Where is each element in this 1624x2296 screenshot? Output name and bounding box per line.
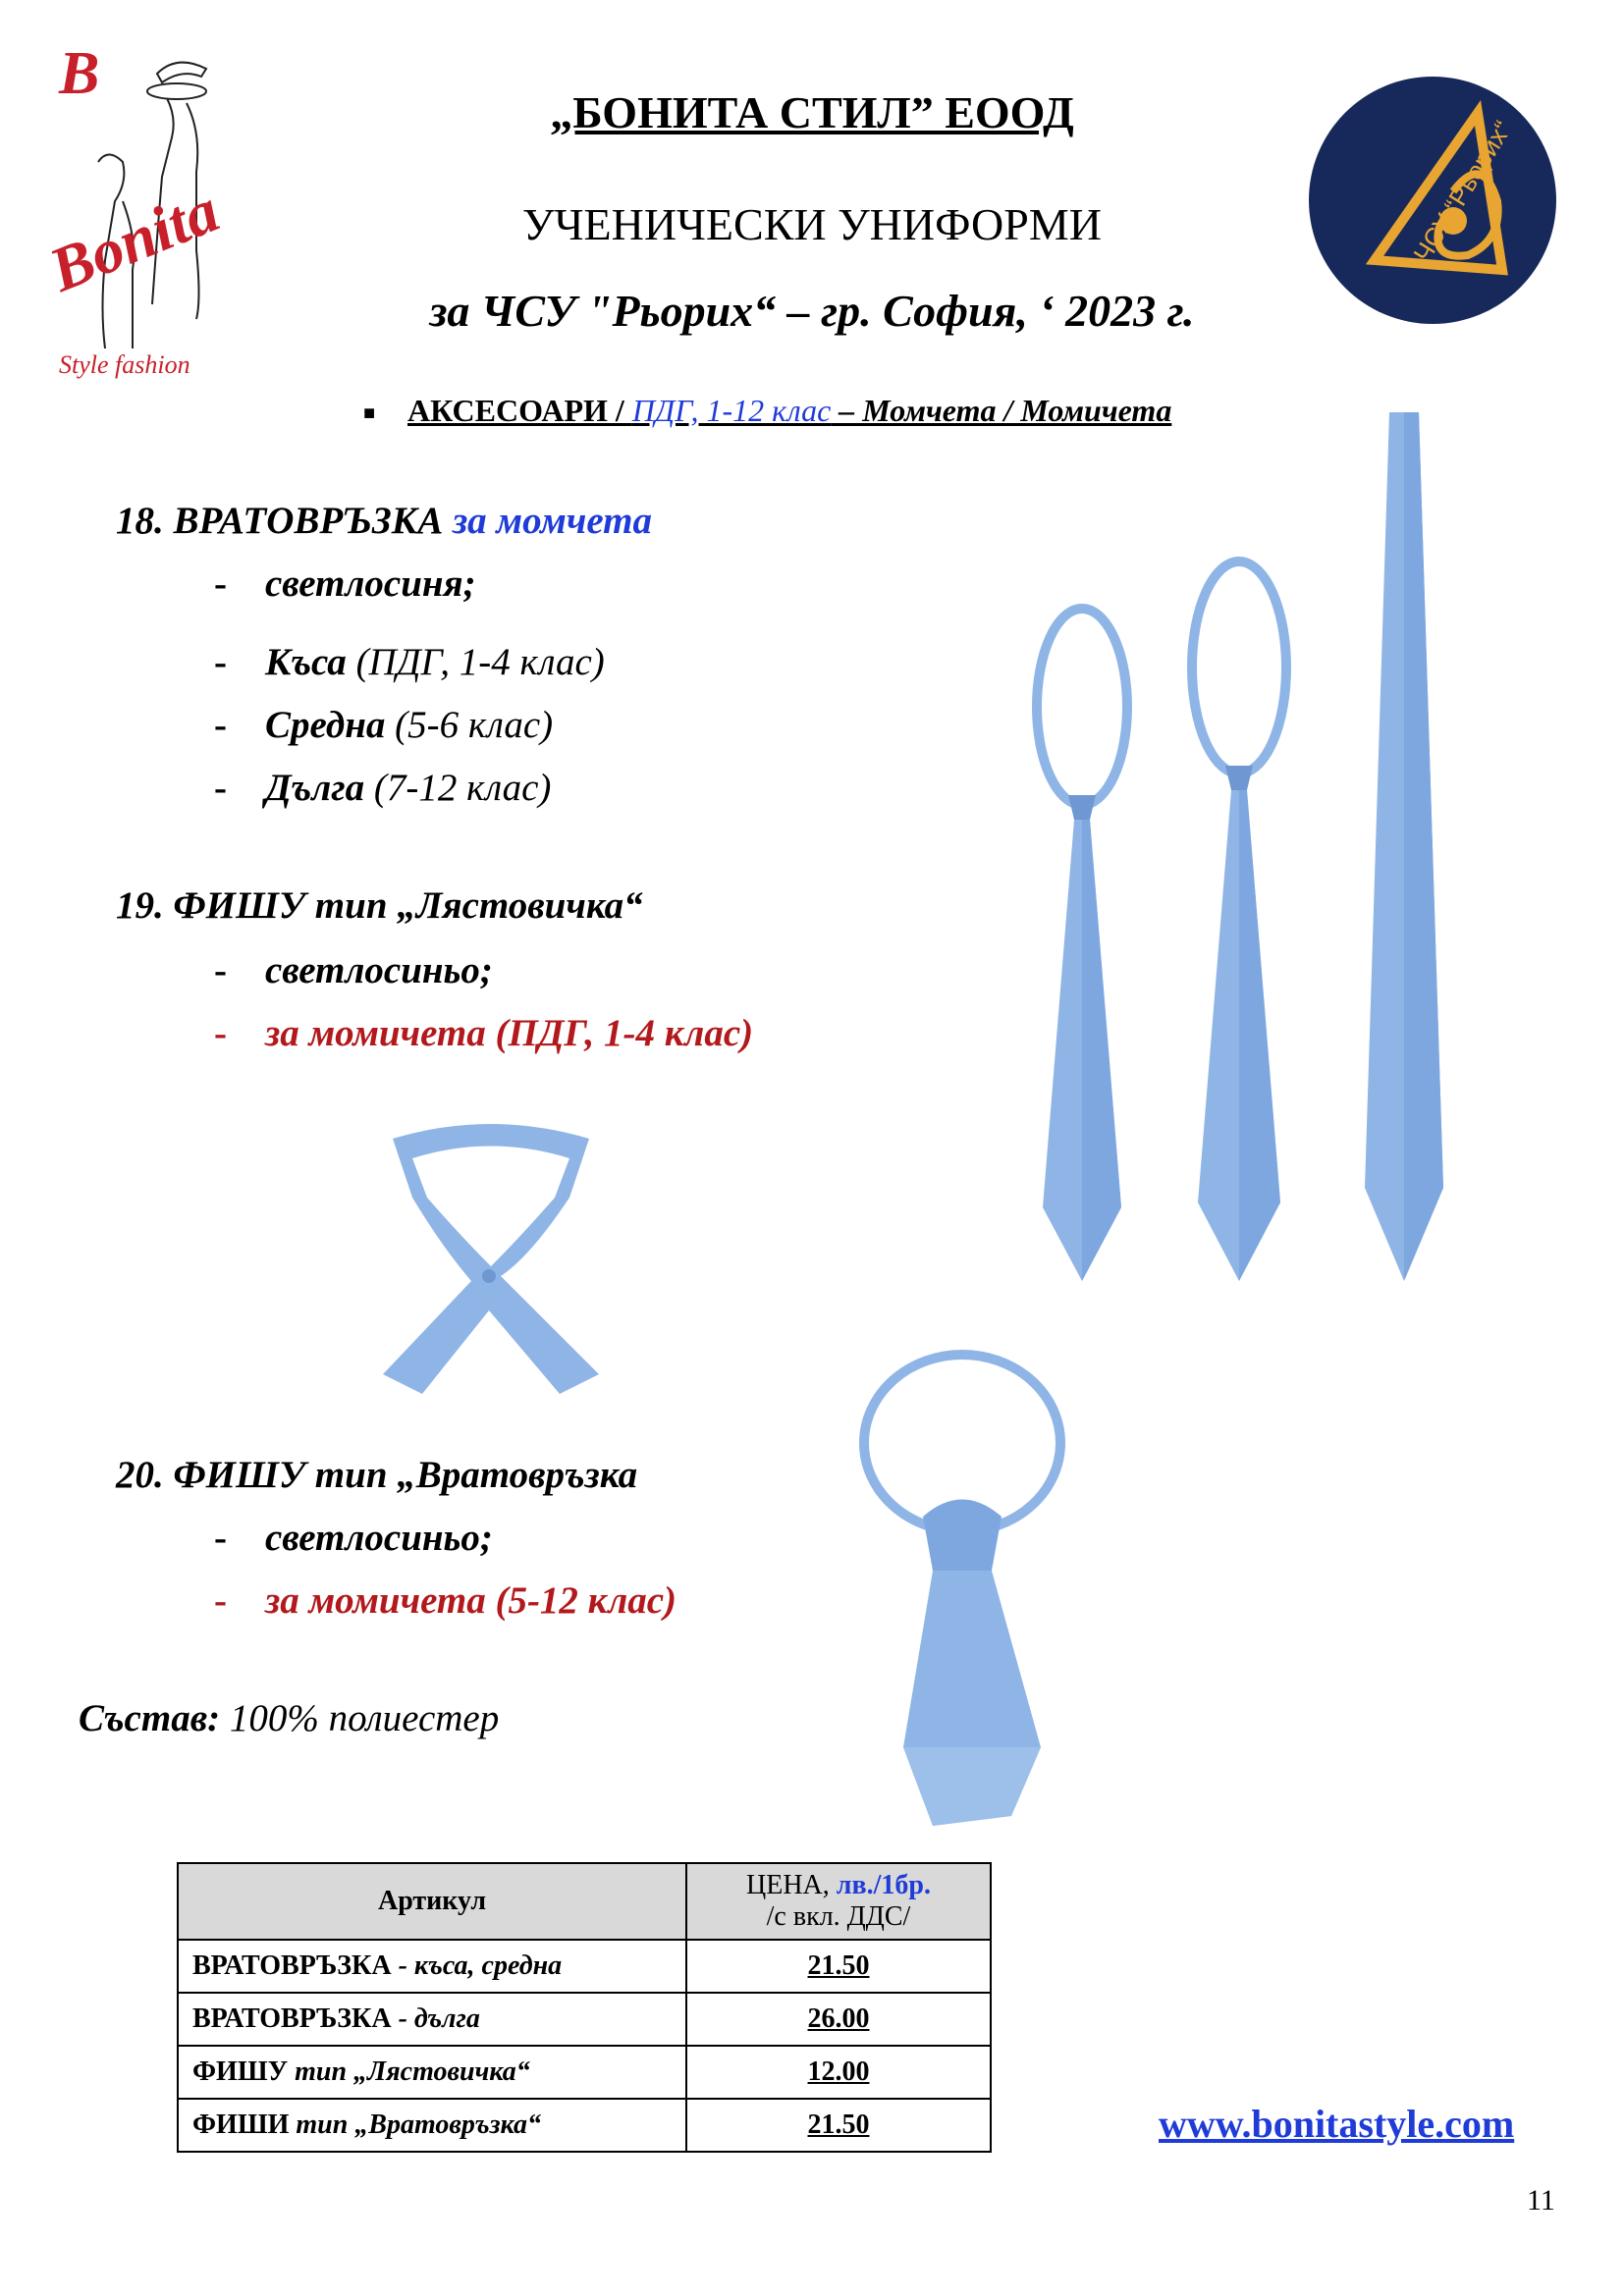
table-cell-article: ФИШУ тип „Лястовичка“ xyxy=(178,2046,686,2099)
table-cell-article: ВРАТОВРЪЗКА - дълга xyxy=(178,1993,686,2046)
fichu-swallow-image xyxy=(373,1119,609,1394)
item-20-color: - светлосиньо; xyxy=(214,1517,493,1559)
table-row xyxy=(178,2046,991,2099)
tie-short-image xyxy=(1011,599,1149,1286)
item-18-size-medium: - Средна (5-6 клас) xyxy=(214,704,554,746)
table-cell-price: 21.50 xyxy=(686,1940,991,1993)
composition: Състав: 100% полиестер xyxy=(79,1697,500,1739)
section-heading xyxy=(363,393,1171,429)
school-logo-text: ЧСУ “Рьорих“ xyxy=(1407,115,1518,268)
table-header-price: ЦЕНА, лв./1бр. /с вкл. ДДС/ xyxy=(686,1863,991,1940)
table-header-article: Артикул xyxy=(178,1863,686,1940)
item-18-size-long: - Дълга (7-12 клас) xyxy=(214,767,552,809)
section-part2: ПДГ, 1-12 клас xyxy=(631,393,832,428)
table-row xyxy=(178,2099,991,2152)
website-link[interactable]: www.bonitastyle.com xyxy=(1159,2102,1515,2146)
item-18-color: - светлосиня; xyxy=(214,562,476,605)
bonita-logo-letter: B xyxy=(59,40,100,107)
table-row xyxy=(178,1993,991,2046)
table-cell-article: ВРАТОВРЪЗКА - къса, средна xyxy=(178,1940,686,1993)
table-row xyxy=(178,1940,991,1993)
section-part1: АКСЕСОАРИ / xyxy=(407,393,632,428)
page-number: 11 xyxy=(1527,2184,1555,2216)
item-18-title: 18. ВРАТОВРЪЗКА за момчета xyxy=(116,500,652,542)
school-line: за ЧСУ "Рьорих“ – гр. София, ‘ 2023 г. xyxy=(429,286,1195,336)
bonita-logo-brand: Bonita xyxy=(39,175,229,305)
item-18-size-short: - Къса (ПДГ, 1-4 клас) xyxy=(214,641,605,683)
item-20-title: 20. ФИШУ тип „Вратовръзка xyxy=(116,1454,638,1496)
table-cell-article: ФИШИ тип „Вратовръзка“ xyxy=(178,2099,686,2152)
item-19-target: - за момичета (ПДГ, 1-4 клас) xyxy=(214,1012,754,1054)
tie-medium-image xyxy=(1168,550,1306,1286)
bullet-icon: ■ xyxy=(363,402,376,425)
bonita-logo-tagline: Style fashion xyxy=(59,350,190,379)
table-cell-price: 21.50 xyxy=(686,2099,991,2152)
table-cell-price: 12.00 xyxy=(686,2046,991,2099)
section-part3: – Момчета / Момичета xyxy=(831,393,1172,428)
fichu-tie-image xyxy=(844,1335,1080,1826)
table-header-row xyxy=(178,1863,991,1940)
document-subtitle: УЧЕНИЧЕСКИ УНИФОРМИ xyxy=(522,199,1102,249)
tie-long-image xyxy=(1345,412,1463,1286)
price-table xyxy=(177,1862,992,2153)
item-19-title: 19. ФИШУ тип „Лястовичка“ xyxy=(116,884,643,927)
item-19-color: - светлосиньо; xyxy=(214,949,493,991)
item-18-target: за момчета xyxy=(443,500,652,542)
table-cell-price: 26.00 xyxy=(686,1993,991,2046)
item-20-target: - за момичета (5-12 клас) xyxy=(214,1579,677,1622)
company-name: „БОНИТА СТИЛ” ЕООД xyxy=(550,87,1074,137)
